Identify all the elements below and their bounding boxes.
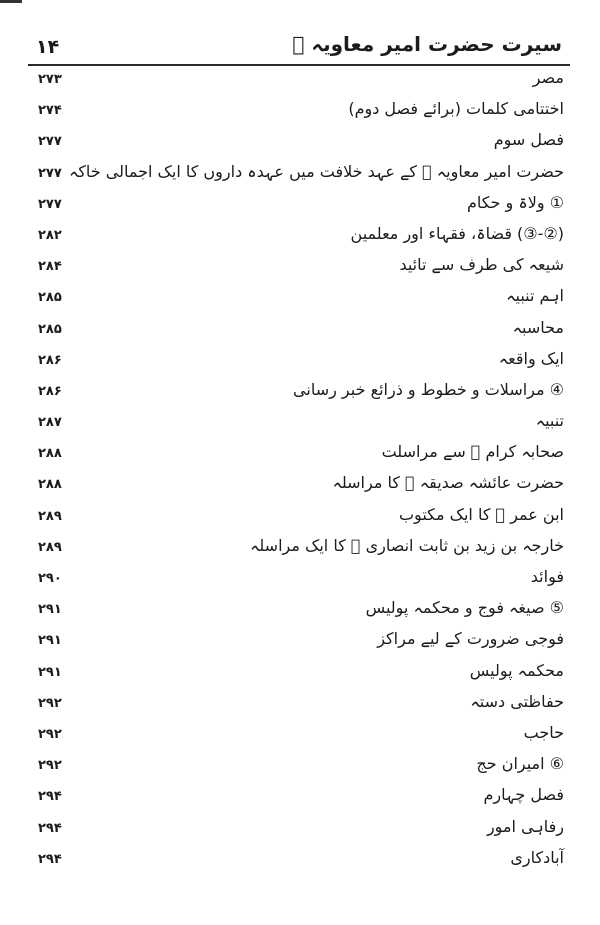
toc-entry <box>28 844 570 875</box>
toc-entry <box>28 719 570 750</box>
book-title: سیرت حضرت امیر معاویہ ﷜ <box>292 32 562 56</box>
toc-entry <box>28 126 570 157</box>
toc-entry <box>28 314 570 345</box>
toc-entry-title: صحابہ کرام ﷡ سے مراسلت <box>381 442 564 462</box>
toc-entry <box>28 750 570 781</box>
toc-page-number: ۲۷۴ <box>38 103 62 119</box>
toc-entry-title: حضرت امیر معاویہ ﷜ کے عہد خلافت میں عہدہ داروں کا ایک اجمالی خاکہ <box>68 161 564 181</box>
toc-page-number: ۲۹۴ <box>38 851 62 867</box>
toc-entry-title: محاسبہ <box>512 317 564 337</box>
toc-entry-title: فوجی ضرورت کے لیے مراکز <box>377 629 564 649</box>
toc-entry-title: شیعہ کی طرف سے تائید <box>399 255 564 275</box>
toc-entry-title: ابن عمر ﷞ کا ایک مکتوب <box>398 504 564 524</box>
toc-page-number: ۲۸۹ <box>38 508 62 524</box>
toc-entry-title: فصل سوم <box>493 130 564 150</box>
page-header <box>28 30 570 66</box>
toc-page-number: ۲۸۸ <box>38 477 62 493</box>
toc-page-number: ۲۸۵ <box>38 321 62 337</box>
toc-entry <box>28 345 570 376</box>
toc-entry <box>28 189 570 220</box>
toc-entry-title: خارجہ بن زید بن ثابت انصاری ﷜ کا ایک مراسلہ <box>250 535 564 555</box>
toc-entry <box>28 220 570 251</box>
toc-entry <box>28 376 570 407</box>
toc-entry-title: حضرت عائشہ صدیقہ ﷞ کا مراسلہ <box>332 473 564 493</box>
toc-entry-title: ⑤ صیغہ فوج و محکمہ پولیس <box>365 598 564 618</box>
toc-page-number: ۲۸۶ <box>38 383 62 399</box>
toc-page-number: ۲۹۲ <box>38 695 62 711</box>
toc-page-number: ۲۹۰ <box>38 571 62 586</box>
toc-entry-title: فصل چہارم <box>483 785 564 805</box>
toc-entry <box>28 625 570 656</box>
table-of-contents <box>28 64 570 875</box>
toc-entry <box>28 407 570 438</box>
toc-entry <box>28 594 570 625</box>
toc-entry <box>28 251 570 282</box>
toc-page-number: ۲۷۷ <box>38 165 62 181</box>
toc-entry-title: ① ولاۃ و حکام <box>466 192 564 212</box>
toc-entry <box>28 95 570 126</box>
toc-entry-title: آبادکاری <box>510 847 564 867</box>
toc-page-number: ۲۸۵ <box>38 290 62 306</box>
toc-entry-title: فوائد <box>530 567 564 586</box>
toc-entry-title: ⑥ امیران حج <box>476 754 564 774</box>
toc-entry-title: حاجب <box>523 722 564 742</box>
toc-page-number: ۲۸۷ <box>38 415 62 431</box>
toc-page-number: ۲۹۴ <box>38 789 62 805</box>
toc-entry <box>28 282 570 313</box>
toc-entry <box>28 158 570 189</box>
toc-entry <box>28 657 570 688</box>
toc-page-number: ۲۸۶ <box>38 352 62 368</box>
toc-entry <box>28 64 570 95</box>
toc-page-number: ۲۹۱ <box>38 664 62 680</box>
toc-entry-title: اختتامی کلمات (برائے فصل دوم) <box>348 99 564 119</box>
toc-page-number: ۲۹۱ <box>38 633 62 649</box>
scan-edge-mark <box>0 0 22 3</box>
toc-page-number: ۲۷۳ <box>38 72 62 87</box>
toc-page-number: ۲۸۸ <box>38 446 62 462</box>
toc-page-number: ۲۷۷ <box>38 196 62 212</box>
toc-page-number: ۲۹۲ <box>38 726 62 742</box>
toc-entry-title: رفاہی امور <box>486 816 564 836</box>
toc-entry <box>28 813 570 844</box>
toc-entry <box>28 688 570 719</box>
toc-entry <box>28 563 570 594</box>
toc-page-number: ۲۸۹ <box>38 539 62 555</box>
toc-entry-title: محکمہ پولیس <box>469 660 564 680</box>
toc-entry-title: تنبیہ <box>535 411 564 431</box>
toc-page-number: ۲۹۲ <box>38 758 62 774</box>
toc-entry-title: مصر <box>532 68 564 87</box>
toc-entry-title: (②-③) قضاۃ، فقہاء اور معلمین <box>350 223 564 243</box>
toc-page-number: ۲۹۴ <box>38 820 62 836</box>
toc-page-number: ۲۸۲ <box>38 227 62 243</box>
toc-entry-title: ایک واقعہ <box>498 348 564 368</box>
toc-entry-title: ④ مراسلات و خطوط و ذرائع خبر رسانی <box>293 379 564 399</box>
toc-entry <box>28 469 570 500</box>
toc-entry <box>28 532 570 563</box>
toc-page-number: ۲۸۴ <box>38 259 62 275</box>
toc-entry <box>28 781 570 812</box>
toc-entry <box>28 438 570 469</box>
toc-entry <box>28 501 570 532</box>
toc-page-number: ۲۹۱ <box>38 602 62 618</box>
toc-entry-title: حفاظتی دستہ <box>470 691 564 711</box>
toc-entry-title: اہم تنبیہ <box>506 286 564 306</box>
page-number: ۱۴ <box>36 36 60 58</box>
toc-page-number: ۲۷۷ <box>38 134 62 150</box>
